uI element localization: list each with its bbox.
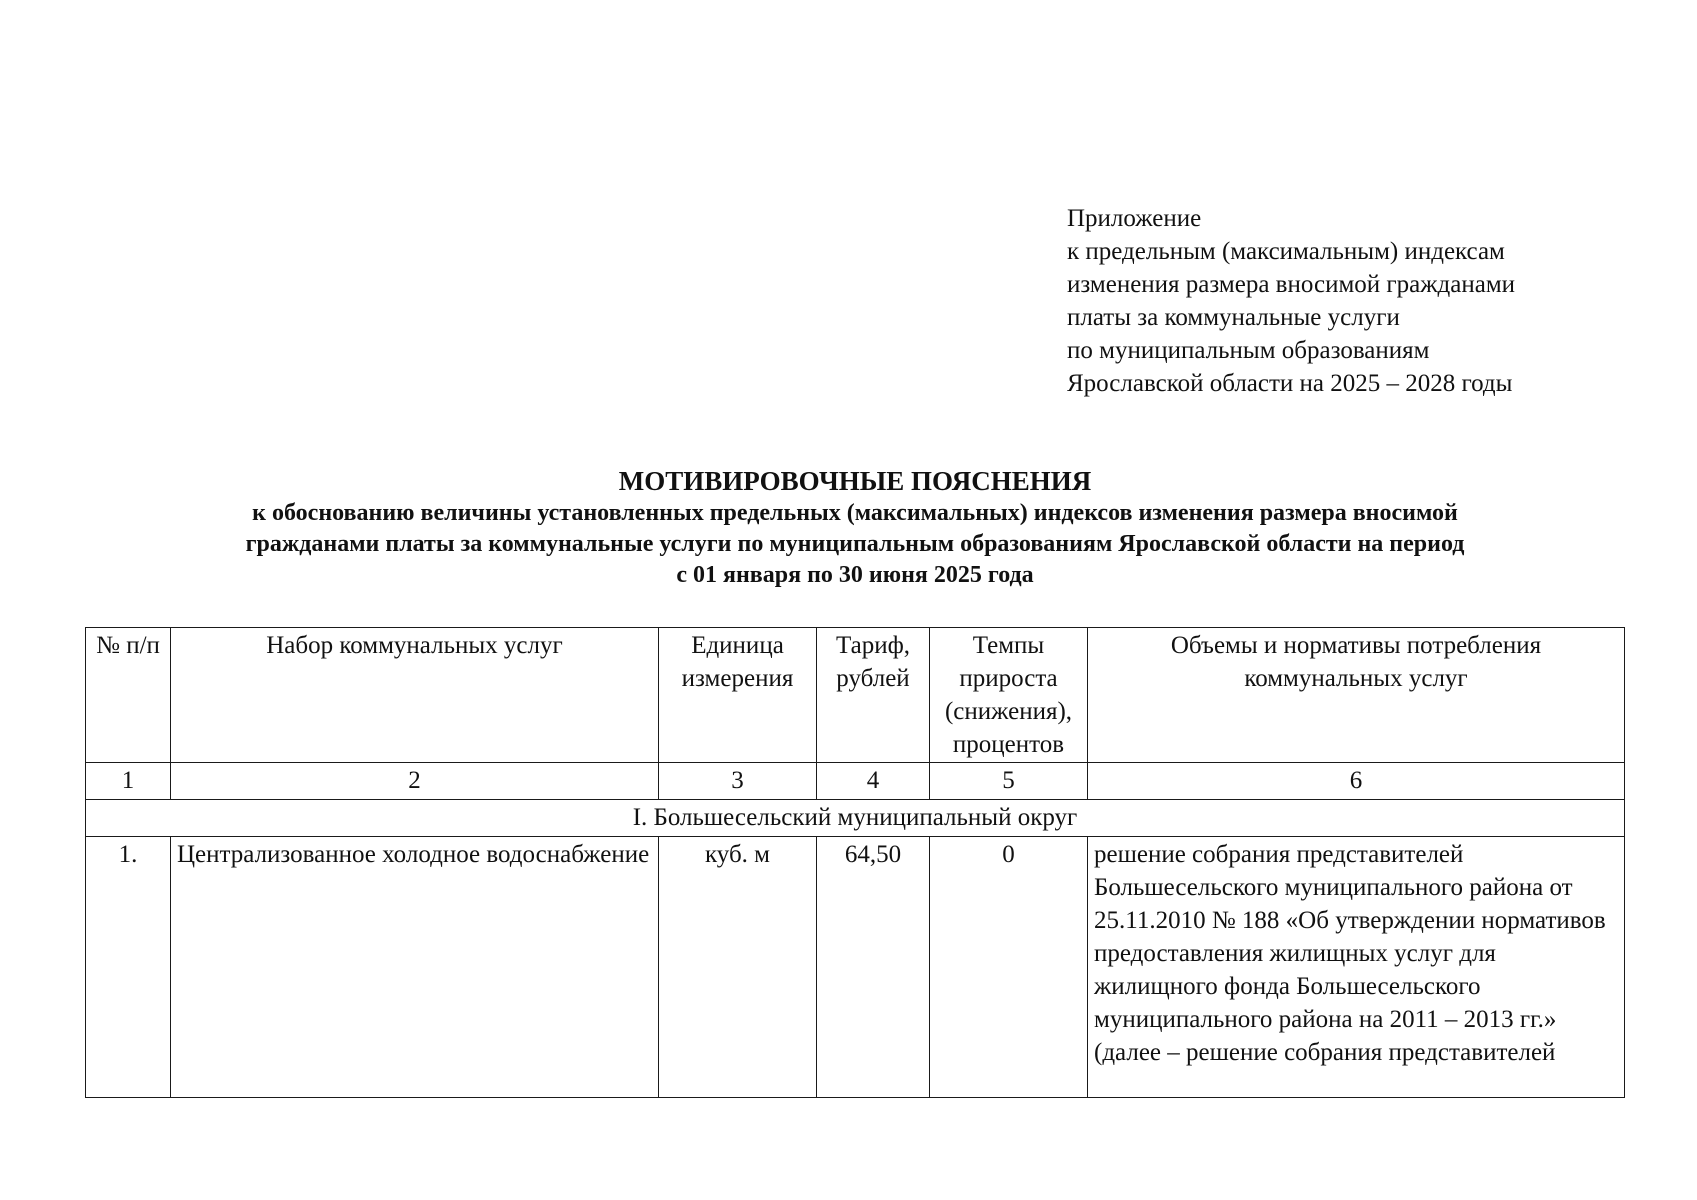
appendix-line: Ярославской области на 2025 – 2028 годы	[1067, 370, 1513, 397]
section-row	[86, 800, 1625, 837]
column-number: 5	[930, 763, 1088, 800]
tariff-table	[85, 627, 1625, 1098]
appendix-line: изменения размера вносимой гражданами	[1067, 271, 1516, 298]
header-num: № п/п	[86, 628, 171, 763]
row-unit: куб. м	[659, 837, 817, 1098]
header-norms: Объемы и нормативы потребления коммунальных услуг	[1088, 628, 1625, 763]
column-number: 4	[817, 763, 930, 800]
section-title: I. Большесельский муниципальный округ	[86, 800, 1625, 837]
appendix-line: по муниципальным образованиям	[1067, 337, 1430, 364]
heading-line: к обоснованию величины установленных предельных (максимальных) индексов изменения размера вносимой	[252, 500, 1458, 526]
table-header-row	[86, 628, 1625, 763]
appendix-line: к предельным (максимальным) индексам	[1067, 238, 1505, 265]
appendix-line: платы за коммунальные услуги	[1067, 304, 1400, 331]
row-norms: решение собрания представителей Большесельского муниципального района от 25.11.2010 № 188 «Об утверждении нормативов предоставления жилищных услуг для жилищного фонда Большесельского муниципального района на 2011 – 2013 гг.» (далее – решение собрания представителей	[1088, 837, 1625, 1098]
column-number: 2	[171, 763, 659, 800]
heading-line: с 01 января по 30 июня 2025 года	[676, 562, 1034, 588]
document-heading	[90, 464, 1620, 591]
heading-line: гражданами платы за коммунальные услуги по муниципальным образованиям Ярославской области на период	[245, 531, 1465, 557]
appendix-block	[1067, 202, 1515, 400]
column-number: 3	[659, 763, 817, 800]
row-service: Централизованное холодное водоснабжение	[171, 837, 659, 1098]
row-growth: 0	[930, 837, 1088, 1098]
column-number: 6	[1088, 763, 1625, 800]
appendix-line: Приложение	[1067, 205, 1202, 232]
header-service: Набор коммунальных услуг	[171, 628, 659, 763]
header-growth: Темпы прироста (снижения), процентов	[930, 628, 1088, 763]
column-number-row	[86, 763, 1625, 800]
column-number: 1	[86, 763, 171, 800]
table-row	[86, 837, 1625, 1098]
header-tariff: Тариф, рублей	[817, 628, 930, 763]
row-tariff: 64,50	[817, 837, 930, 1098]
row-num: 1.	[86, 837, 171, 1098]
document-title: МОТИВИРОВОЧНЫЕ ПОЯСНЕНИЯ	[618, 466, 1092, 496]
header-unit: Единица измерения	[659, 628, 817, 763]
